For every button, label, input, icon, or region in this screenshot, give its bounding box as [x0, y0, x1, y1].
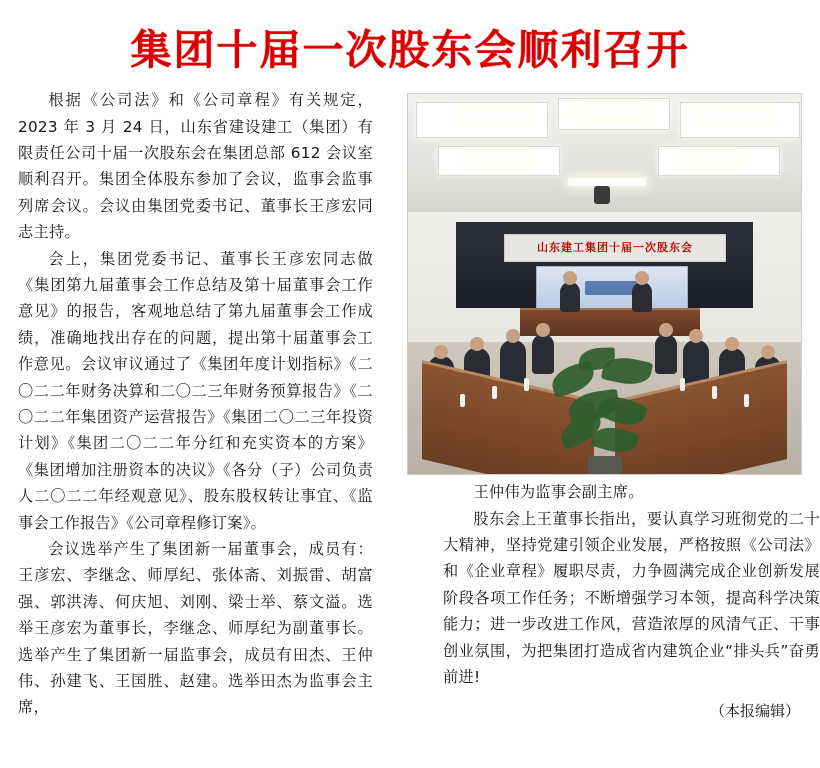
potted-plant [545, 344, 665, 474]
screen-logo [585, 281, 639, 295]
paragraph: 根据《公司法》和《公司章程》有关规定，2023 年 3 月 24 日，山东省建设建工（集团）有限责任公司十届一次股东会在集团总部 612 会议室顺利召开。集团全体股东参加了会议，监事会监事列席会议。会议由集团党委书记、董事长王彦宏同志主持。 [18, 91, 373, 242]
meeting-photo [407, 93, 802, 475]
ceiling [408, 94, 801, 212]
paragraph: 会议选举产生了集团新一届董事会，成员有：王彦宏、李继念、师厚纪、张体斋、刘振雷、胡富强、郭洪涛、何庆旭、刘刚、梁士举、蔡文溢。选举王彦宏为董事长，李继念、师厚纪为副董事长。选举产生了集团新一届监事会，成员有田杰、王仲伟、孙建飞、王国胜、赵建。选举田杰为监事会主席， [18, 540, 373, 717]
page-title: 集团十届一次股东会顺利召开 [130, 26, 690, 74]
plant-pot [588, 456, 622, 474]
right-text-column [443, 479, 820, 690]
attendee [560, 282, 580, 312]
banner-text: 山东建工集团十届一次股东会 [504, 234, 726, 262]
paragraph: 会上，集团党委书记、董事长王彦宏同志做《集团第九届董事会工作总结及第十届董事会工作意见》的报告，客观地总结了第九届董事会工作成绩，准确地找出存在的问题，提出第十届董事会工作意见。会议审议通过了《集团年度计划指标》《二〇二二年财务决算和二〇二三年财务预算报告》《二〇二二年集团资产运营报告》《集团二〇二三年投资计划》《集团二〇二二年分红和充实资本的方案》《集团增加注册资本的决议》《各分（子）公司负责人二〇二二年经观意见》、股东股权转让事宜、《监事会工作报告》《公司章程修订案》。 [18, 249, 373, 532]
paragraph: 王仲伟为监事会副主席。 [473, 483, 644, 502]
editor-signature: （本报编辑） [709, 702, 800, 721]
photo-scene [408, 94, 801, 474]
left-text-column [18, 87, 373, 721]
paragraph: 股东会上王董事长指出，要认真学习班彻党的二十大精神，坚持党建引领企业发展，严格按照《公司法》和《企业章程》履职尽责，力争圆满完成企业创新发展阶段各项工作任务；不断增强学习本领，提高科学决策能力；进一步改进工作风，营造浓厚的风清气正、干事创业氛围，为把集团打造成省内建筑企业“排头兵”奋勇前进! [443, 509, 820, 686]
article-body [18, 87, 820, 727]
attendee [632, 282, 652, 312]
projection-screen [536, 266, 688, 310]
